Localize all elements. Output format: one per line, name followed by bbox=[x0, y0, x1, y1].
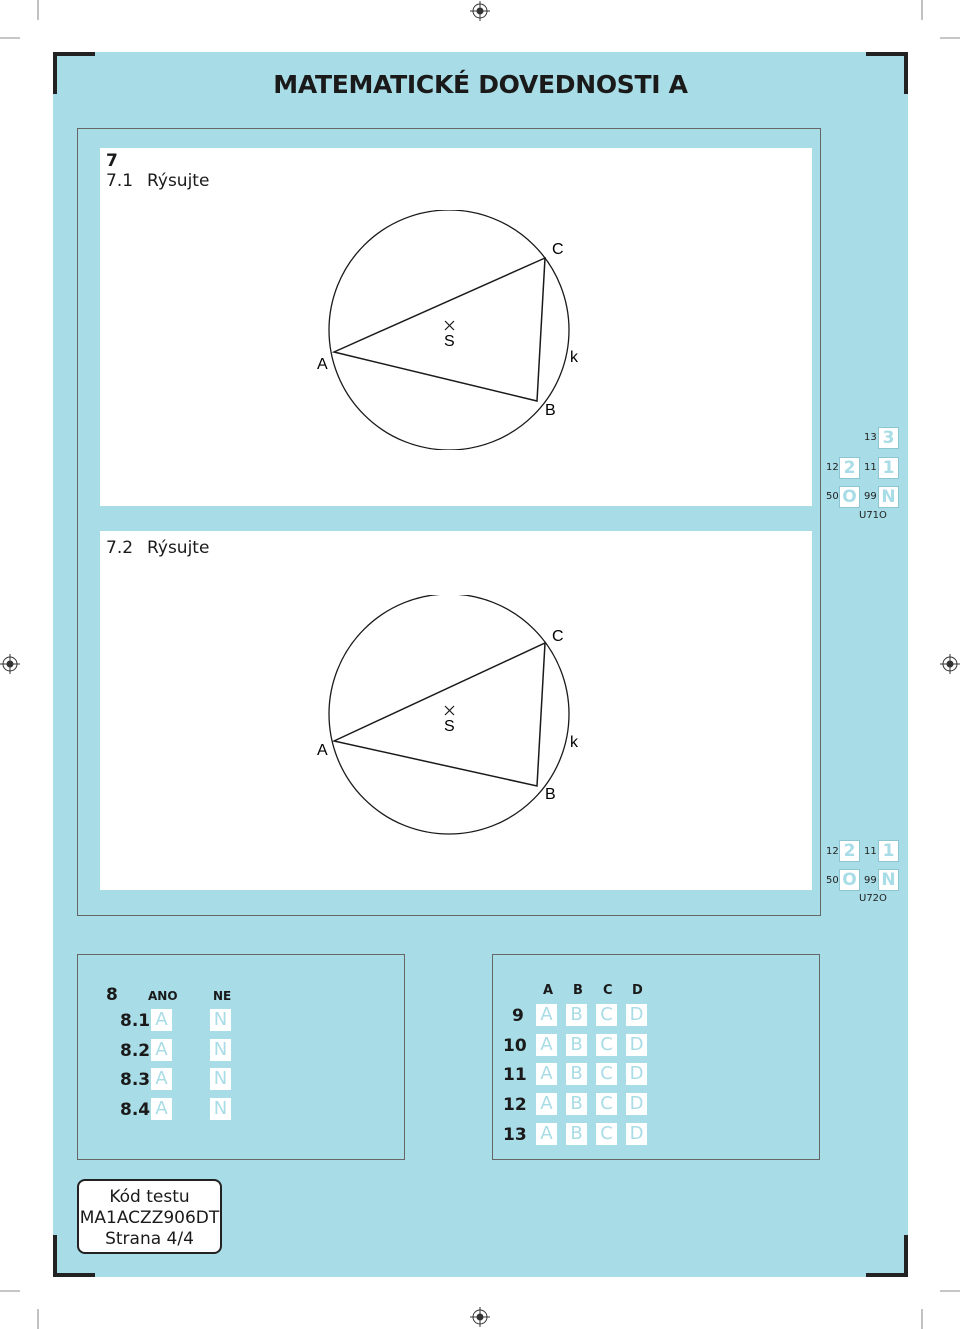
mc-option[interactable]: D bbox=[626, 1123, 647, 1145]
mc-option[interactable]: D bbox=[626, 1034, 647, 1056]
mc-option[interactable]: D bbox=[626, 1093, 647, 1115]
answer-no[interactable]: N bbox=[210, 1068, 231, 1090]
task71-number: 7.1 bbox=[106, 171, 134, 191]
geometry-figure-7-1 bbox=[300, 210, 600, 450]
score-number: 50 bbox=[826, 491, 839, 502]
mc-option[interactable]: C bbox=[596, 1123, 617, 1145]
task8-number: 8 bbox=[106, 985, 118, 1005]
row-number: 8.1 bbox=[120, 1011, 151, 1031]
yes-header: ANO bbox=[148, 989, 178, 1003]
score-box[interactable]: O bbox=[839, 869, 860, 891]
test-code-value: MA1ACZZ906DT bbox=[79, 1208, 220, 1228]
mc-option[interactable]: C bbox=[596, 1004, 617, 1026]
registration-mark-bottom bbox=[470, 1307, 490, 1327]
circle-k bbox=[329, 595, 569, 834]
page-indicator: Strana 4/4 bbox=[105, 1229, 194, 1249]
score-box[interactable]: 2 bbox=[839, 457, 860, 479]
mc-header: C bbox=[603, 983, 613, 998]
mc-option[interactable]: C bbox=[596, 1093, 617, 1115]
circle-k bbox=[329, 210, 569, 450]
center-cross-mark bbox=[445, 706, 454, 715]
mc-option[interactable]: C bbox=[596, 1063, 617, 1085]
answer-yes[interactable]: A bbox=[151, 1039, 172, 1061]
corner-bottom-right bbox=[866, 1235, 908, 1277]
answer-yes[interactable]: A bbox=[151, 1098, 172, 1120]
no-header: NE bbox=[213, 989, 232, 1003]
score-box[interactable]: 1 bbox=[878, 457, 899, 479]
point-label-c: C bbox=[552, 628, 564, 645]
score-box[interactable]: O bbox=[839, 486, 860, 508]
mc-header: D bbox=[632, 983, 643, 998]
mc-option[interactable]: B bbox=[566, 1093, 587, 1115]
task72-label: Rýsujte bbox=[147, 538, 210, 558]
answer-yes[interactable]: A bbox=[151, 1068, 172, 1090]
mc-option[interactable]: A bbox=[536, 1123, 557, 1145]
circle-label-k: k bbox=[570, 734, 578, 751]
answer-no[interactable]: N bbox=[210, 1009, 231, 1031]
score-number: 99 bbox=[864, 875, 877, 886]
point-label-a: A bbox=[317, 356, 328, 373]
triangle-abc bbox=[334, 643, 545, 786]
mc-option[interactable]: B bbox=[566, 1004, 587, 1026]
point-label-c: C bbox=[552, 241, 564, 258]
answer-no[interactable]: N bbox=[210, 1039, 231, 1061]
score-box[interactable]: N bbox=[878, 486, 899, 508]
point-label-b: B bbox=[545, 402, 556, 419]
score-number: 50 bbox=[826, 875, 839, 886]
row-number: 8.4 bbox=[120, 1100, 151, 1120]
registration-mark-right bbox=[940, 654, 960, 674]
mc-option[interactable]: A bbox=[536, 1093, 557, 1115]
score-number: 13 bbox=[864, 432, 877, 443]
mc-option[interactable]: D bbox=[626, 1063, 647, 1085]
task71-label: Rýsujte bbox=[147, 171, 210, 191]
task72-number: 7.2 bbox=[106, 538, 134, 558]
row-number: 8.3 bbox=[120, 1070, 151, 1090]
mc-header: B bbox=[573, 983, 583, 998]
mc-option[interactable]: B bbox=[566, 1063, 587, 1085]
registration-mark-left bbox=[0, 654, 20, 674]
mc-row-number: 12 bbox=[503, 1095, 527, 1115]
score-number: 11 bbox=[864, 846, 877, 857]
mc-option[interactable]: A bbox=[536, 1063, 557, 1085]
score-box[interactable]: N bbox=[878, 869, 899, 891]
mc-option[interactable]: D bbox=[626, 1004, 647, 1026]
geometry-figure-7-2 bbox=[300, 595, 600, 835]
center-cross-mark bbox=[445, 321, 454, 330]
test-code-label: Kód testu bbox=[109, 1187, 190, 1207]
point-label-s: S bbox=[444, 333, 455, 350]
score-number: 99 bbox=[864, 491, 877, 502]
score-number: 11 bbox=[864, 462, 877, 473]
score-number: 12 bbox=[826, 462, 839, 473]
mc-option[interactable]: C bbox=[596, 1034, 617, 1056]
mc-option[interactable]: A bbox=[536, 1034, 557, 1056]
mc-row-number: 9 bbox=[512, 1006, 524, 1026]
score-box[interactable]: 1 bbox=[878, 840, 899, 862]
page-title: MATEMATICKÉ DOVEDNOSTI A bbox=[273, 70, 688, 99]
mc-row-number: 11 bbox=[503, 1065, 527, 1085]
circle-label-k: k bbox=[570, 349, 578, 366]
point-label-a: A bbox=[317, 742, 328, 759]
mc-option[interactable]: B bbox=[566, 1034, 587, 1056]
mc-row-number: 13 bbox=[503, 1125, 527, 1145]
task7-number: 7 bbox=[106, 151, 118, 171]
point-label-s: S bbox=[444, 718, 455, 735]
score-code: U72O bbox=[859, 893, 887, 904]
triangle-abc bbox=[334, 258, 545, 401]
mc-row-number: 10 bbox=[503, 1036, 527, 1056]
answer-no[interactable]: N bbox=[210, 1098, 231, 1120]
point-label-b: B bbox=[545, 786, 556, 803]
registration-mark-top bbox=[470, 1, 490, 21]
score-box[interactable]: 2 bbox=[839, 840, 860, 862]
mc-option[interactable]: B bbox=[566, 1123, 587, 1145]
score-code: U71O bbox=[859, 510, 887, 521]
mc-option[interactable]: A bbox=[536, 1004, 557, 1026]
score-number: 12 bbox=[826, 846, 839, 857]
test-code-box bbox=[77, 1179, 222, 1254]
score-box[interactable]: 3 bbox=[878, 427, 899, 449]
row-number: 8.2 bbox=[120, 1041, 151, 1061]
answer-yes[interactable]: A bbox=[151, 1009, 172, 1031]
mc-header: A bbox=[543, 983, 554, 998]
